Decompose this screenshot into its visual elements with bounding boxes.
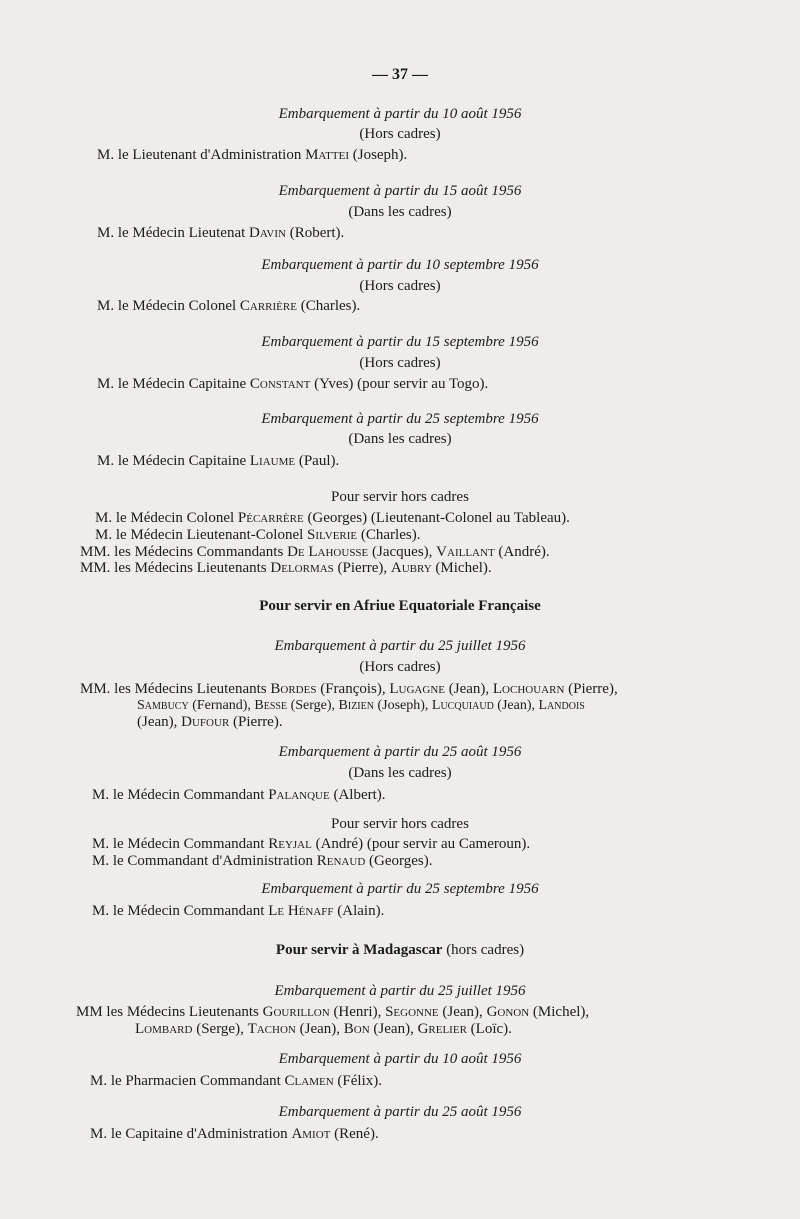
appointment-line xyxy=(137,713,283,731)
rank-text: M. le Pharmacien Commandant xyxy=(90,1073,281,1089)
surname: Segonne xyxy=(385,1004,439,1020)
surname: Carrière xyxy=(239,298,297,314)
cadre-status: (Dans les cadres) xyxy=(348,765,452,781)
appointment-line xyxy=(80,559,492,577)
surname: Gourillon xyxy=(262,1004,330,1020)
given-name: (Jean), xyxy=(497,698,535,713)
embarkation-heading: Embarquement à partir du 25 juillet 1956 xyxy=(274,983,526,999)
rank-text: MM. les Médecins Lieutenants xyxy=(80,681,267,697)
cadre-status: (Hors cadres) xyxy=(359,278,441,294)
cadre-status: (Hors cadres) xyxy=(359,355,441,371)
rank-text: M. le Commandant d'Administration xyxy=(92,853,314,869)
rank-text: M. le Médecin Lieutenant-Colonel xyxy=(95,527,304,543)
surname: Lochouarn xyxy=(492,681,565,697)
given-name: (Félix). xyxy=(337,1073,382,1089)
section-title-note: (hors cadres) xyxy=(446,942,525,958)
cadre-status: (Hors cadres) xyxy=(359,659,441,675)
appointment-line xyxy=(95,509,570,527)
embarkation-heading: Embarquement à partir du 25 septembre 1956 xyxy=(261,411,539,427)
surname: Reyjal xyxy=(268,836,312,852)
appointment-line xyxy=(92,902,384,920)
section-subheading: Pour servir hors cadres xyxy=(331,489,469,505)
given-name: (Jean), xyxy=(373,1021,414,1037)
appointment-line xyxy=(90,1072,382,1090)
embarkation-heading: Embarquement à partir du 15 août 1956 xyxy=(278,183,522,199)
embarkation-heading: Embarquement à partir du 10 août 1956 xyxy=(278,1051,522,1067)
given-name: (Albert). xyxy=(333,787,386,803)
surname: Bon xyxy=(343,1021,370,1037)
surname: Tachon xyxy=(247,1021,296,1037)
embarkation-heading: Embarquement à partir du 25 août 1956 xyxy=(278,1104,522,1120)
appointment-line xyxy=(97,146,407,164)
surname: Aubry xyxy=(390,560,432,576)
rank-text: M. le Médecin Lieutenat xyxy=(97,225,246,241)
embarkation-heading: Embarquement à partir du 10 septembre 1956 xyxy=(261,257,539,273)
section-title-bold: Pour servir à Madagascar xyxy=(275,942,443,958)
surname: Gonon xyxy=(486,1004,530,1020)
appointment-line xyxy=(80,680,618,698)
given-name: (Pierre), xyxy=(568,681,618,697)
appointment-line xyxy=(97,375,488,393)
surname: Liaume xyxy=(249,453,296,469)
surname: Constant xyxy=(249,376,311,392)
given-name: (Fernand), xyxy=(192,698,251,713)
given-name: (Jean), xyxy=(442,1004,483,1020)
appointment-line xyxy=(97,297,360,315)
given-name: (Henri), xyxy=(333,1004,382,1020)
rank-text: M. le Médecin Commandant xyxy=(92,836,265,852)
appointment-line xyxy=(135,1020,512,1038)
cadre-status: (Dans les cadres) xyxy=(348,431,452,447)
embarkation-heading: Embarquement à partir du 25 juillet 1956 xyxy=(274,638,526,654)
surname: Pécarrère xyxy=(237,510,304,526)
given-name: (Charles). xyxy=(300,298,361,314)
rank-text: M. le Lieutenant d'Administration xyxy=(97,147,302,163)
surname: Lombard xyxy=(135,1021,193,1037)
rank-text: M. le Médecin Capitaine xyxy=(97,453,247,469)
given-name: (Pierre). xyxy=(233,714,283,730)
given-name: (Yves) (pour servir au Togo). xyxy=(314,376,489,392)
embarkation-heading: Embarquement à partir du 25 août 1956 xyxy=(278,744,522,760)
given-name: (Serge), xyxy=(196,1021,244,1037)
surname: Dufour xyxy=(181,714,230,730)
given-name: (Michel), xyxy=(532,1004,590,1020)
appointment-line xyxy=(95,526,420,544)
appointment-line xyxy=(92,852,432,870)
appointment-line xyxy=(92,835,530,853)
rank-text: M. le Médecin Commandant xyxy=(92,787,265,803)
page-number: — 37 — xyxy=(372,66,428,83)
rank-text: M. le Médecin Commandant xyxy=(92,903,265,919)
embarkation-heading: Embarquement à partir du 10 août 1956 xyxy=(278,106,522,122)
surname: Renaud xyxy=(316,853,366,869)
section-subheading: Pour servir hors cadres xyxy=(331,816,469,832)
rank-text: M. le Capitaine d'Administration xyxy=(90,1126,288,1142)
given-name: (Michel). xyxy=(435,560,492,576)
surname: Davin xyxy=(249,225,286,241)
given-name: (Jean), xyxy=(448,681,490,697)
given-name: (François), xyxy=(320,681,386,697)
given-name: (Georges). xyxy=(369,853,433,869)
given-name: (Joseph), xyxy=(377,698,429,713)
given-name: (Loïc). xyxy=(470,1021,512,1037)
appointment-line xyxy=(90,1125,379,1143)
surname: Le Hénaff xyxy=(268,903,334,919)
surname: Clamen xyxy=(284,1073,334,1089)
surname: Lugagne xyxy=(389,681,445,697)
given-name: (Paul). xyxy=(298,453,340,469)
appointment-line xyxy=(76,1003,589,1021)
surname: De Lahousse xyxy=(287,544,369,560)
surname: Mattei xyxy=(305,147,349,163)
surname: Bordes xyxy=(270,681,317,697)
rank-text: MM les Médecins Lieutenants xyxy=(76,1004,259,1020)
rank-text: M. le Médecin Capitaine xyxy=(97,376,247,392)
surname: Lucquiaud xyxy=(431,698,494,713)
given-name: (Jean), xyxy=(299,1021,341,1037)
embarkation-heading: Embarquement à partir du 25 septembre 1956 xyxy=(261,881,539,897)
given-name: (Alain). xyxy=(337,903,385,919)
given-name: (Jean), xyxy=(137,714,178,730)
cadre-status: (Hors cadres) xyxy=(359,126,441,142)
given-name: (Joseph). xyxy=(352,147,408,163)
section-title xyxy=(0,941,800,959)
given-name: (Pierre), xyxy=(337,560,388,576)
surname: Silverie xyxy=(307,527,358,543)
embarkation-heading: Embarquement à partir du 15 septembre 1956 xyxy=(261,334,539,350)
surname: Delormas xyxy=(270,560,334,576)
rank-text: M. le Médecin Colonel xyxy=(95,510,235,526)
given-name: (René). xyxy=(334,1126,379,1142)
surname: Amiot xyxy=(291,1126,331,1142)
rank-text: MM. les Médecins Commandants xyxy=(80,544,284,560)
surname: Sambucy xyxy=(137,698,189,713)
given-name: (André). xyxy=(498,544,550,560)
surname: Landois xyxy=(538,698,585,713)
surname: Grelier xyxy=(417,1021,467,1037)
given-name: (Serge), xyxy=(290,698,336,713)
given-name: (Jacques), xyxy=(372,544,433,560)
appointment-line xyxy=(97,452,339,470)
given-name: (Georges) (Lieutenant-Colonel au Tableau). xyxy=(307,510,570,526)
rank-text: M. le Médecin Colonel xyxy=(97,298,237,314)
surname: Vaillant xyxy=(436,544,495,560)
section-title: Pour servir en Afriue Equatoriale Française xyxy=(259,598,541,614)
surname: Besse xyxy=(254,698,288,713)
given-name: (Robert). xyxy=(289,225,345,241)
surname: Palanque xyxy=(268,787,330,803)
given-name: (Charles). xyxy=(360,527,421,543)
surname: Bizien xyxy=(338,698,374,713)
cadre-status: (Dans les cadres) xyxy=(348,204,452,220)
rank-text: MM. les Médecins Lieutenants xyxy=(80,560,267,576)
appointment-line xyxy=(97,224,344,242)
appointment-line xyxy=(92,786,386,804)
given-name: (André) (pour servir au Cameroun). xyxy=(315,836,531,852)
